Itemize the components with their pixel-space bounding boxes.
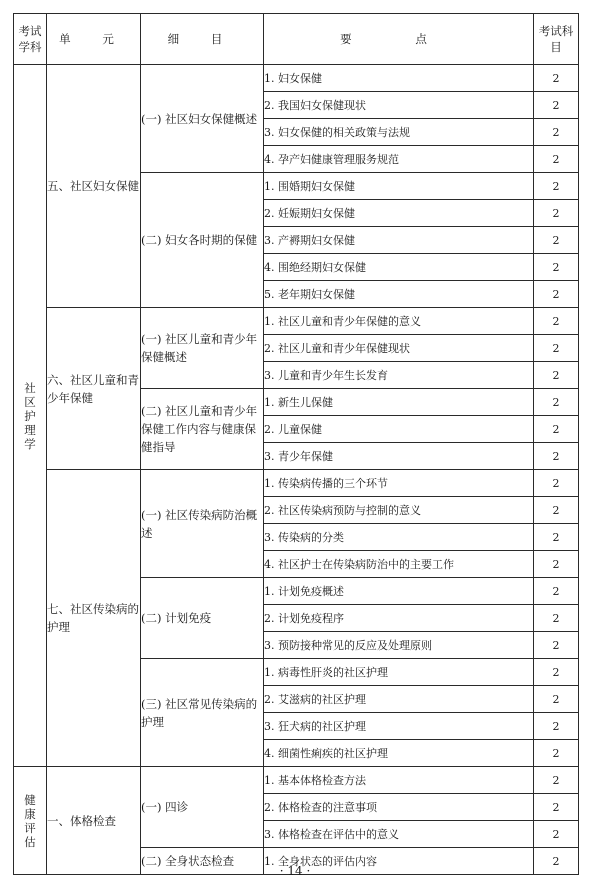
level-cell: 2 xyxy=(534,389,579,416)
level-cell: 2 xyxy=(534,632,579,659)
header-level: 考试科目 xyxy=(534,14,579,65)
point-cell: 2. 计划免疫程序 xyxy=(264,605,534,632)
detail-cell: (一) 社区传染病防治概述 xyxy=(141,470,264,578)
point-cell: 1. 社区儿童和青少年保健的意义 xyxy=(264,308,534,335)
subject-cell xyxy=(14,767,47,875)
level-cell: 2 xyxy=(534,416,579,443)
point-cell: 3. 体格检查在评估中的意义 xyxy=(264,821,534,848)
level-cell: 2 xyxy=(534,200,579,227)
point-cell: 3. 狂犬病的社区护理 xyxy=(264,713,534,740)
table-row xyxy=(14,65,579,92)
header-subject: 考试学科 xyxy=(14,14,47,65)
level-cell: 2 xyxy=(534,848,579,875)
point-cell: 2. 体格检查的注意事项 xyxy=(264,794,534,821)
unit-cell: 六、社区儿童和青少年保健 xyxy=(47,308,141,470)
unit-cell: 五、社区妇女保健 xyxy=(47,65,141,308)
level-cell: 2 xyxy=(534,173,579,200)
point-cell: 3. 妇女保健的相关政策与法规 xyxy=(264,119,534,146)
point-cell: 1. 围婚期妇女保健 xyxy=(264,173,534,200)
point-cell: 1. 基本体格检查方法 xyxy=(264,767,534,794)
level-cell: 2 xyxy=(534,254,579,281)
level-cell: 2 xyxy=(534,740,579,767)
level-cell: 2 xyxy=(534,146,579,173)
point-cell: 4. 社区护士在传染病防治中的主要工作 xyxy=(264,551,534,578)
level-cell: 2 xyxy=(534,362,579,389)
detail-cell: (一) 社区妇女保健概述 xyxy=(141,65,264,173)
level-cell: 2 xyxy=(534,605,579,632)
level-cell: 2 xyxy=(534,659,579,686)
point-cell: 1. 传染病传播的三个环节 xyxy=(264,470,534,497)
detail-cell: (一) 四诊 xyxy=(141,767,264,848)
detail-cell: (二) 社区儿童和青少年保健工作内容与健康保健指导 xyxy=(141,389,264,470)
level-cell: 2 xyxy=(534,119,579,146)
subject-name: 健康评估 xyxy=(24,792,36,849)
level-cell: 2 xyxy=(534,794,579,821)
detail-cell: (二) 妇女各时期的保健 xyxy=(141,173,264,308)
level-cell: 2 xyxy=(534,308,579,335)
table-row xyxy=(14,470,579,497)
level-cell: 2 xyxy=(534,497,579,524)
header-points: 要 点 xyxy=(264,14,534,65)
point-cell: 3. 传染病的分类 xyxy=(264,524,534,551)
level-cell: 2 xyxy=(534,470,579,497)
point-cell: 2. 艾滋病的社区护理 xyxy=(264,686,534,713)
table-header-row xyxy=(14,14,579,65)
level-cell: 2 xyxy=(534,686,579,713)
level-cell: 2 xyxy=(534,551,579,578)
header-details: 细 目 xyxy=(141,14,264,65)
unit-cell: 七、社区传染病的护理 xyxy=(47,470,141,767)
detail-cell: (三) 社区常见传染病的护理 xyxy=(141,659,264,767)
point-cell: 4. 孕产妇健康管理服务规范 xyxy=(264,146,534,173)
level-cell: 2 xyxy=(534,821,579,848)
point-cell: 3. 儿童和青少年生长发育 xyxy=(264,362,534,389)
point-cell: 2. 我国妇女保健现状 xyxy=(264,92,534,119)
detail-cell: (一) 社区儿童和青少年保健概述 xyxy=(141,308,264,389)
point-cell: 2. 妊娠期妇女保健 xyxy=(264,200,534,227)
point-cell: 5. 老年期妇女保健 xyxy=(264,281,534,308)
subject-name: 社区护理学 xyxy=(24,380,36,451)
level-cell: 2 xyxy=(534,335,579,362)
table-row xyxy=(14,308,579,335)
point-cell: 1. 新生儿保健 xyxy=(264,389,534,416)
level-cell: 2 xyxy=(534,281,579,308)
level-cell: 2 xyxy=(534,578,579,605)
header-unit: 单 元 xyxy=(47,14,141,65)
point-cell: 4. 细菌性痢疾的社区护理 xyxy=(264,740,534,767)
level-cell: 2 xyxy=(534,227,579,254)
syllabus-table xyxy=(13,13,579,875)
point-cell: 1. 病毒性肝炎的社区护理 xyxy=(264,659,534,686)
point-cell: 2. 儿童保健 xyxy=(264,416,534,443)
subject-cell xyxy=(14,65,47,767)
point-cell: 3. 产褥期妇女保健 xyxy=(264,227,534,254)
detail-cell: (二) 全身状态检查 xyxy=(141,848,264,875)
point-cell: 1. 计划免疫概述 xyxy=(264,578,534,605)
detail-cell: (二) 计划免疫 xyxy=(141,578,264,659)
point-cell: 1. 全身状态的评估内容 xyxy=(264,848,534,875)
unit-cell: 一、体格检查 xyxy=(47,767,141,875)
point-cell: 1. 妇女保健 xyxy=(264,65,534,92)
level-cell: 2 xyxy=(534,443,579,470)
point-cell: 3. 青少年保健 xyxy=(264,443,534,470)
level-cell: 2 xyxy=(534,92,579,119)
point-cell: 2. 社区传染病预防与控制的意义 xyxy=(264,497,534,524)
point-cell: 4. 围绝经期妇女保健 xyxy=(264,254,534,281)
level-cell: 2 xyxy=(534,767,579,794)
level-cell: 2 xyxy=(534,65,579,92)
level-cell: 2 xyxy=(534,524,579,551)
page-number: · 14 · xyxy=(279,864,311,878)
table-body xyxy=(14,65,579,875)
point-cell: 2. 社区儿童和青少年保健现状 xyxy=(264,335,534,362)
table-row xyxy=(14,767,579,794)
point-cell: 3. 预防接种常见的反应及处理原则 xyxy=(264,632,534,659)
level-cell: 2 xyxy=(534,713,579,740)
